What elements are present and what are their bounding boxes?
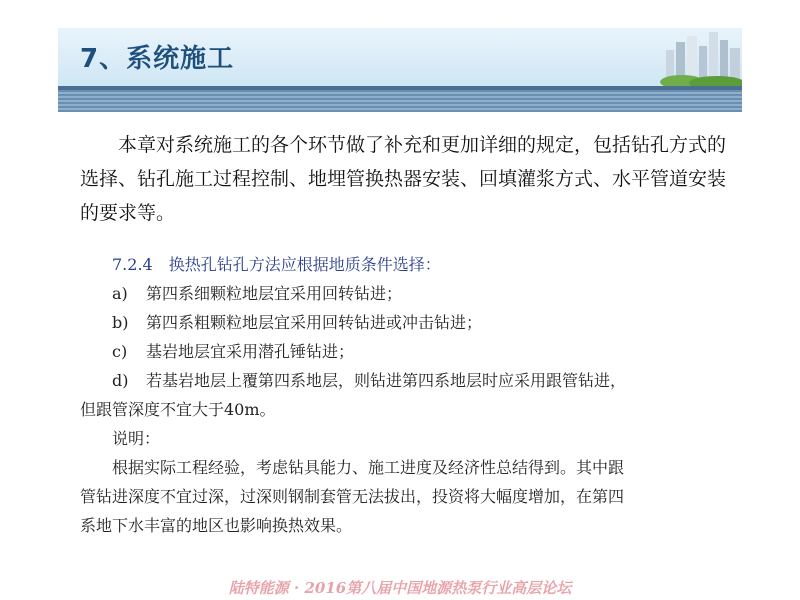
slide-title: 7、系统施工 [80, 44, 235, 74]
list-marker: d) [112, 371, 129, 390]
clause-section [80, 250, 740, 540]
list-item [80, 366, 740, 395]
list-marker: a) [112, 284, 128, 303]
list-item-continuation: 但跟管深度不宜大于40m。 [80, 400, 276, 419]
list-item-text: 第四系细颗粒地层宜采用回转钻进； [146, 284, 403, 303]
note-line: 根据实际工程经验，考虑钻具能力、施工进度及经济性总结得到。其中跟 [112, 458, 625, 477]
note-line: 系地下水丰富的地区也影响换热效果。 [80, 516, 353, 535]
list-item [80, 279, 740, 308]
list-item-text: 第四系粗颗粒地层宜采用回转钻进或冲击钻进； [146, 313, 483, 332]
slide-header [58, 28, 742, 86]
clause-heading: 7.2.4 换热孔钻孔方法应根据地质条件选择： [112, 255, 441, 274]
header-divider [58, 86, 742, 90]
list-item-text: 若基岩地层上覆第四系地层，则钻进第四系地层时应采用跟管钻进， [146, 371, 627, 390]
city-skyline-icon [652, 28, 742, 86]
note-label: 说明： [112, 429, 161, 448]
list-item [80, 337, 740, 366]
intro-paragraph: 本章对系统施工的各个环节做了补充和更加详细的规定，包括钻孔方式的选择、钻孔施工过程控制、地埋管换热器安装、回填灌浆方式、水平管道安装的要求等。 [80, 134, 727, 224]
footer-caption: 陆特能源 · 2016第八届中国地源热泵行业高层论坛 [228, 579, 572, 597]
list-marker: b) [112, 313, 129, 332]
list-marker: c) [112, 342, 128, 361]
list-item-text: 基岩地层宜采用潜孔锤钻进； [146, 342, 355, 361]
note-line: 管钻进深度不宜过深，过深则钢制套管无法拔出，投资将大幅度增加，在第四 [80, 487, 625, 506]
list-item [80, 308, 740, 337]
